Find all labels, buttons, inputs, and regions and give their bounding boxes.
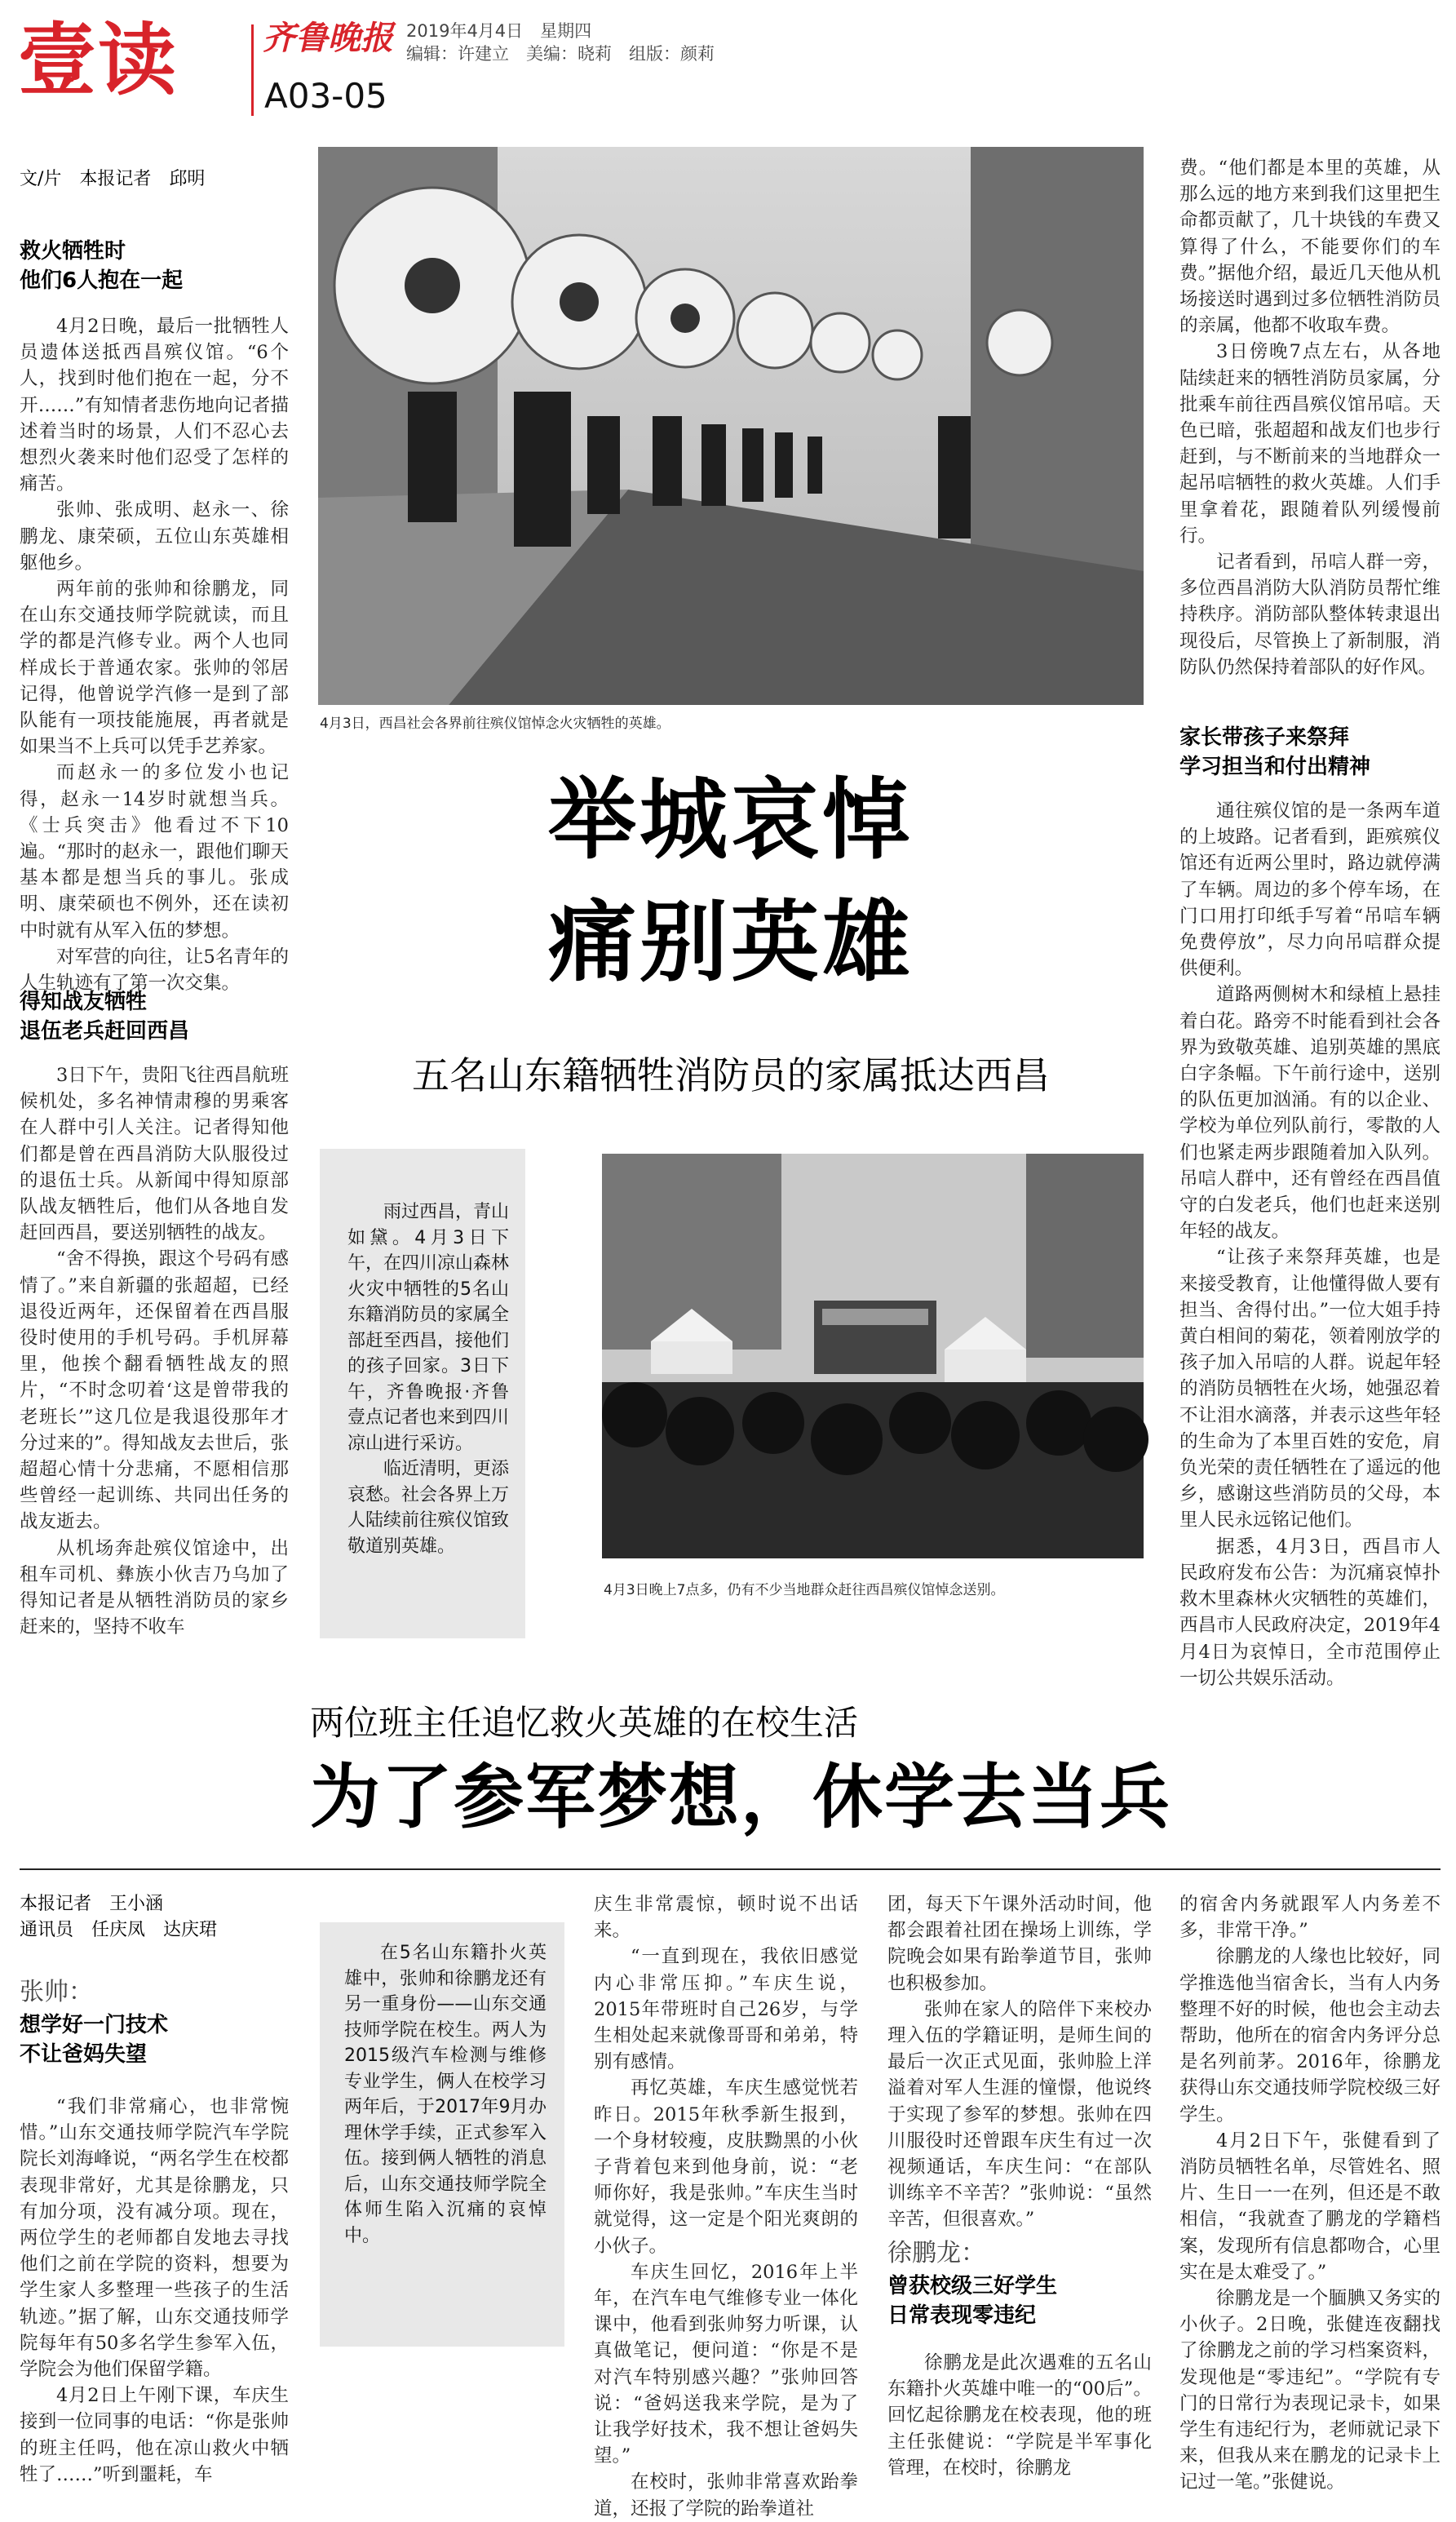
- paragraph: 3日傍晚7点左右，从各地陆续赶来的牺牲消防员家属，分批乘车前往西昌殡仪馆吊唁。天色已暗，张超超和战友们也步行赶到，与不断前来的当地群众一起吊唁牺牲的救火英雄。人们手里拿着花，跟随着队列缓慢前行。: [1179, 341, 1441, 547]
- paragraph: 两年前的张帅和徐鹏龙，同在山东交通技师学院就读，而且学的都是汽修专业。两个人也同样成长于普通农家。张帅的邻居记得，他曾说学汽修一是到了部队能有一项技能施展，再者就是如果当不上兵可以凭手艺养家。: [20, 578, 289, 758]
- masthead: [0, 0, 1456, 139]
- paragraph: 3日下午，贵阳飞往西昌航班候机处，多名神情肃穆的男乘客在人群中引人关注。记者得知他们都是曾在西昌消防大队服役过的退伍士兵。从新闻中得知原部队战友牺牲后，他们从各地自发赶回西昌，要送别牺牲的战友。: [20, 1065, 289, 1244]
- story2-headline: 为了参军梦想，休学去当兵: [310, 1757, 1171, 1838]
- story2-lead-box: [320, 1922, 564, 2347]
- paragraph: 通往殡仪馆的是一条两车道的上坡路。记者看到，距殡殡仪馆还有近两公里时，路边就停满了车辆。周边的多个停车场，在门口用打印纸手写着“吊唁车辆免费停放”，尽力向吊唁群众提供便利。: [1179, 800, 1441, 980]
- paragraph: 在5名山东籍扑火英雄中，张帅和徐鹏龙还有另一重身份——山东交通技师学院在校生。两人为2015级汽车检测与维修专业学生，俩人在校学习两年后，于2017年9月办理休学手续，正式参军入伍。接到俩人牺牲的消息后，山东交通技师学院全体师生陷入沉痛的哀悼中。: [344, 1943, 547, 2246]
- paragraph: 而赵永一的多位发小也记得，赵永一14岁时就想当兵。《士兵突击》他看过不下10遍。“那时的赵永一，跟他们聊天基本都是想当兵的事儿。张成明、康荣硕也不例外，还在读初中时就有从军入伍的梦想。: [20, 762, 289, 942]
- story2-byline-1: 本报记者 王小涵: [20, 1894, 164, 1914]
- section-title: 壹读: [18, 15, 178, 106]
- paragraph: 张帅、张成明、赵永一、徐鹏龙、康荣硕，五位山东英雄相躯他乡。: [20, 499, 289, 574]
- story1-byline: 文/片 本报记者 邱明: [20, 169, 206, 189]
- paragraph: 费。“他们都是本里的英雄，从那么远的地方来到我们这里把生命都贡献了，几十块钱的车费又算得了什么，不能要你们的车费。”据他介绍，最近几天他从机场接送时遇到过多位牺牲消防员的亲属，他都不收取车费。: [1179, 157, 1441, 337]
- story2-col1-body: [20, 2094, 289, 2489]
- story1-lead-box: [320, 1149, 525, 1638]
- photo2-caption: 4月3日晚上7点多，仍有不少当地群众赶往西昌殡仪馆悼念送别。: [604, 1582, 1005, 1598]
- paragraph: 在校时，张帅非常喜欢跆拳道，还报了学院的跆拳道社: [594, 2471, 858, 2520]
- editors-line: 编辑：许建立 美编：晓莉 组版：颜莉: [406, 44, 715, 64]
- story1-col1-body-b: [20, 1062, 289, 1640]
- story1-deck: 五名山东籍牺牲消防员的家属抵达西昌: [412, 1053, 1050, 1097]
- photo-funeral-procession: [318, 147, 1144, 705]
- story2-col4-body: [1179, 1891, 1441, 2493]
- story1-col1-body-a: [20, 313, 289, 995]
- story2-col3-body-a: [887, 1891, 1152, 2231]
- masthead-divider: [251, 24, 254, 116]
- paragraph: 庆生非常震惊，顿时说不出话来。: [594, 1894, 858, 1942]
- paragraph: 徐鹏龙是此次遇难的五名山东籍扑火英雄中唯一的“00后”。回忆起徐鹏龙在校表现，他的班主任张健说：“学院是半军事化管理，在校时，徐鹏龙: [887, 2352, 1152, 2479]
- story1-headline-line1: 举城哀悼: [547, 769, 914, 871]
- story2-subhead-xu-title: 曾获校级三好学生 日常表现零违纪: [887, 2274, 1058, 2328]
- photo-illustration: [602, 1154, 1144, 1558]
- story2-subhead-zhang-title: 想学好一门技术 不让爸妈失望: [20, 2013, 169, 2067]
- story1-col4-body-b: [1179, 798, 1441, 1689]
- story1-col4-body-a: [1179, 155, 1441, 710]
- paragraph: 再忆英雄，车庆生感觉恍若昨日。2015年秋季新生报到，一个身材较瘦，皮肤黝黑的小伙子背着包来到他身前，说：“老师你好，我是张帅。”车庆生当时就觉得，这一定是个阳光爽朗的小伙子。: [594, 2077, 858, 2257]
- photo-night-mourning: [602, 1154, 1144, 1558]
- story1-subhead-3: 家长带孩子来祭拜 学习担当和付出精神: [1179, 725, 1371, 779]
- story2-kicker: 两位班主任追忆救火英雄的在校生活: [310, 1703, 859, 1743]
- paragraph: 道路两侧树木和绿植上悬挂着白花。路旁不时能看到社会各界为致敬英雄、追别英雄的黑底白字条幅。下午前行途中，送别的队伍更加汹涌。有的以企业、学校为单位列队前行，零散的人们也紧走两步跟随着加入队列。吊唁人群中，还有曾经在西昌值守的白发老兵，他们也赶来送别年轻的战友。: [1179, 984, 1441, 1243]
- paragraph: 4月2日上午刚下课，车庆生接到一位同事的电话：“你是张帅的班主任吗，他在凉山救火中牺牲了……”听到噩耗，车: [20, 2385, 289, 2485]
- paragraph: 据悉，4月3日，西昌市人民政府发布公告：为沉痛哀悼扑救木里森林火灾牺牲的英雄们，西昌市人民政府决定，2019年4月4日为哀悼日，全市范围停止一切公共娱乐活动。: [1179, 1536, 1441, 1689]
- paragraph: “让孩子来祭拜英雄，也是来接受教育，让他懂得做人要有担当、舍得付出。”一位大姐手持黄白相间的菊花，领着刚放学的孩子加入吊唁的人群。说起年轻的消防员牺牲在火场，她强忍着不让泪水滴落，并表示这些年轻的生命为了本里百姓的安危，肩负光荣的责任牺牲在了遥远的他乡，感谢这些消防员的父母，本里人民永远铭记他们。: [1179, 1247, 1441, 1531]
- paragraph: 车庆生回忆，2016年上半年，在汽车电气维修专业一体化课中，他看到张帅努力听课，认真做笔记，便问道：“你是不是对汽车特别感兴趣？”张帅回答说：“爸妈送我来学院，是为了让我学好技术，我不想让爸妈失望。”: [594, 2261, 858, 2467]
- paragraph: 张帅在家人的陪伴下来校办理入伍的学籍证明，是师生间的最后一次正式见面，张帅脸上洋溢着对军人生涯的憧憬，他说终于实现了参军的梦想。张帅在四川服役时还曾跟车庆生有过一次视频通话，车庆生问：“在部队训练辛不辛苦？”张帅说：“虽然辛苦，但很喜欢。”: [887, 1998, 1152, 2231]
- story1-subhead-2: 得知战友牺牲 退伍老兵赶回西昌: [20, 990, 190, 1044]
- paragraph: 雨过西昌，青山如黛。4月3日下午，在四川凉山森林火灾中牺牲的5名山东籍消防员的家属全部赶至西昌，接他们的孩子回家。3日下午，齐鲁晚报·齐鲁壹点记者也来到四川凉山进行采访。: [347, 1202, 510, 1454]
- paragraph: 临近清明，更添哀愁。社会各界上万人陆续前往殡仪馆致敬道别英雄。: [347, 1459, 510, 1557]
- paragraph: 团，每天下午课外活动时间，他都会跟着社团在操场上训练，学院晚会如果有跆拳道节目，张帅也积极参加。: [887, 1894, 1152, 1994]
- story2-col3-body-b: [887, 2350, 1152, 2489]
- story1-headline-line2: 痛别英雄: [547, 892, 914, 994]
- photo1-caption: 4月3日，西昌社会各界前往殡仪馆悼念火灾牺牲的英雄。: [320, 716, 670, 732]
- story2-subhead-zhang-name: 张帅：: [20, 1978, 93, 2006]
- paper-logo: 齐鲁晚报: [263, 19, 393, 57]
- page-code: A03-05: [264, 76, 387, 116]
- story2-rule: [20, 1868, 1441, 1870]
- paragraph: “一直到现在，我依旧感觉内心非常压抑。”车庆生说，2015年带班时自己26岁，与学生相处起来就像哥哥和弟弟，特别有感情。: [594, 1946, 858, 2073]
- story2-col2-body: [594, 1891, 858, 2520]
- paragraph: 记者看到，吊唁人群一旁，多位西昌消防大队消防员帮忙维持秩序。消防部队整体转隶退出现役后，尽管换上了新制服，消防队仍然保持着部队的好作风。: [1179, 552, 1441, 678]
- paragraph: “舍不得换，跟这个号码有感情了。”来自新疆的张超超，已经退役近两年，还保留着在西昌服役时使用的手机号码。手机屏幕里，他挨个翻看牺牲战友的照片，“不时念叨着‘这是曾带我的老班长’”这几位是我退役那年才分过来的”。得知战友去世后，张超超心情十分悲痛，不愿相信那些曾经一起训练、共同出任务的战友逝去。: [20, 1248, 289, 1533]
- paragraph: 4月2日下午，张健看到了消防员牺牲名单，尽管姓名、照片、生日一一在列，但还是不敢相信，“我就查了鹏龙的学籍档案，发现所有信息都吻合，心里实在是太难受了。”: [1179, 2130, 1441, 2283]
- photo-illustration: [318, 147, 1144, 705]
- paragraph: 对军营的向往，让5名青年的人生轨迹有了第一次交集。: [20, 946, 289, 995]
- story2-byline-2: 通讯员 任庆凤 达庆珺: [20, 1920, 218, 1940]
- paragraph: “我们非常痛心，也非常惋惜。”山东交通技师学院汽车学院院长刘海峰说，“两名学生在校都表现非常好，尤其是徐鹏龙，只有加分项，没有减分项。现在，两位学生的老师都自发地去寻找他们之前在学院的资料，想要为学生家人多整理一些孩子的生活轨迹。”据了解，山东交通技师学院每年有50多名学生参军入伍，学院会为他们保留学籍。: [20, 2096, 289, 2381]
- paragraph: 从机场奔赴殡仪馆途中，出租车司机、彝族小伙吉乃乌加了得知记者是从牺牲消防员的家乡赶来的，坚持不收车: [20, 1537, 289, 1638]
- paragraph: 4月2日晚，最后一批牺牲人员遗体送抵西昌殡仪馆。“6个人，找到时他们抱在一起，分不开……”有知情者悲伤地向记者描述着当时的场景，人们不忍心去想烈火袭来时他们忍受了怎样的痛苦。: [20, 316, 289, 495]
- date-line: 2019年4月4日 星期四: [406, 21, 592, 41]
- story2-subhead-xu-name: 徐鹏龙：: [887, 2239, 985, 2267]
- paragraph: 的宿舍内务就跟军人内务差不多，非常干净。”: [1179, 1894, 1441, 1942]
- paragraph: 徐鹏龙是一个腼腆又务实的小伙子。2日晚，张健连夜翻找了徐鹏龙之前的学习档案资料，发现他是“零违纪”。“学院有专门的日常行为表现记录卡，如果学生有违纪行为，老师就记录下来，但我从来在鹏龙的记录卡上记过一笔。”张健说。: [1179, 2288, 1441, 2493]
- paragraph: 徐鹏龙的人缘也比较好，同学推选他当宿舍长，当有人内务整理不好的时候，他也会主动去帮助，他所在的宿舍内务评分总是名列前茅。2016年，徐鹏龙获得山东交通技师学院校级三好学生。: [1179, 1946, 1441, 2125]
- story1-subhead-1: 救火牺牲时 他们6人抱在一起: [20, 239, 184, 293]
